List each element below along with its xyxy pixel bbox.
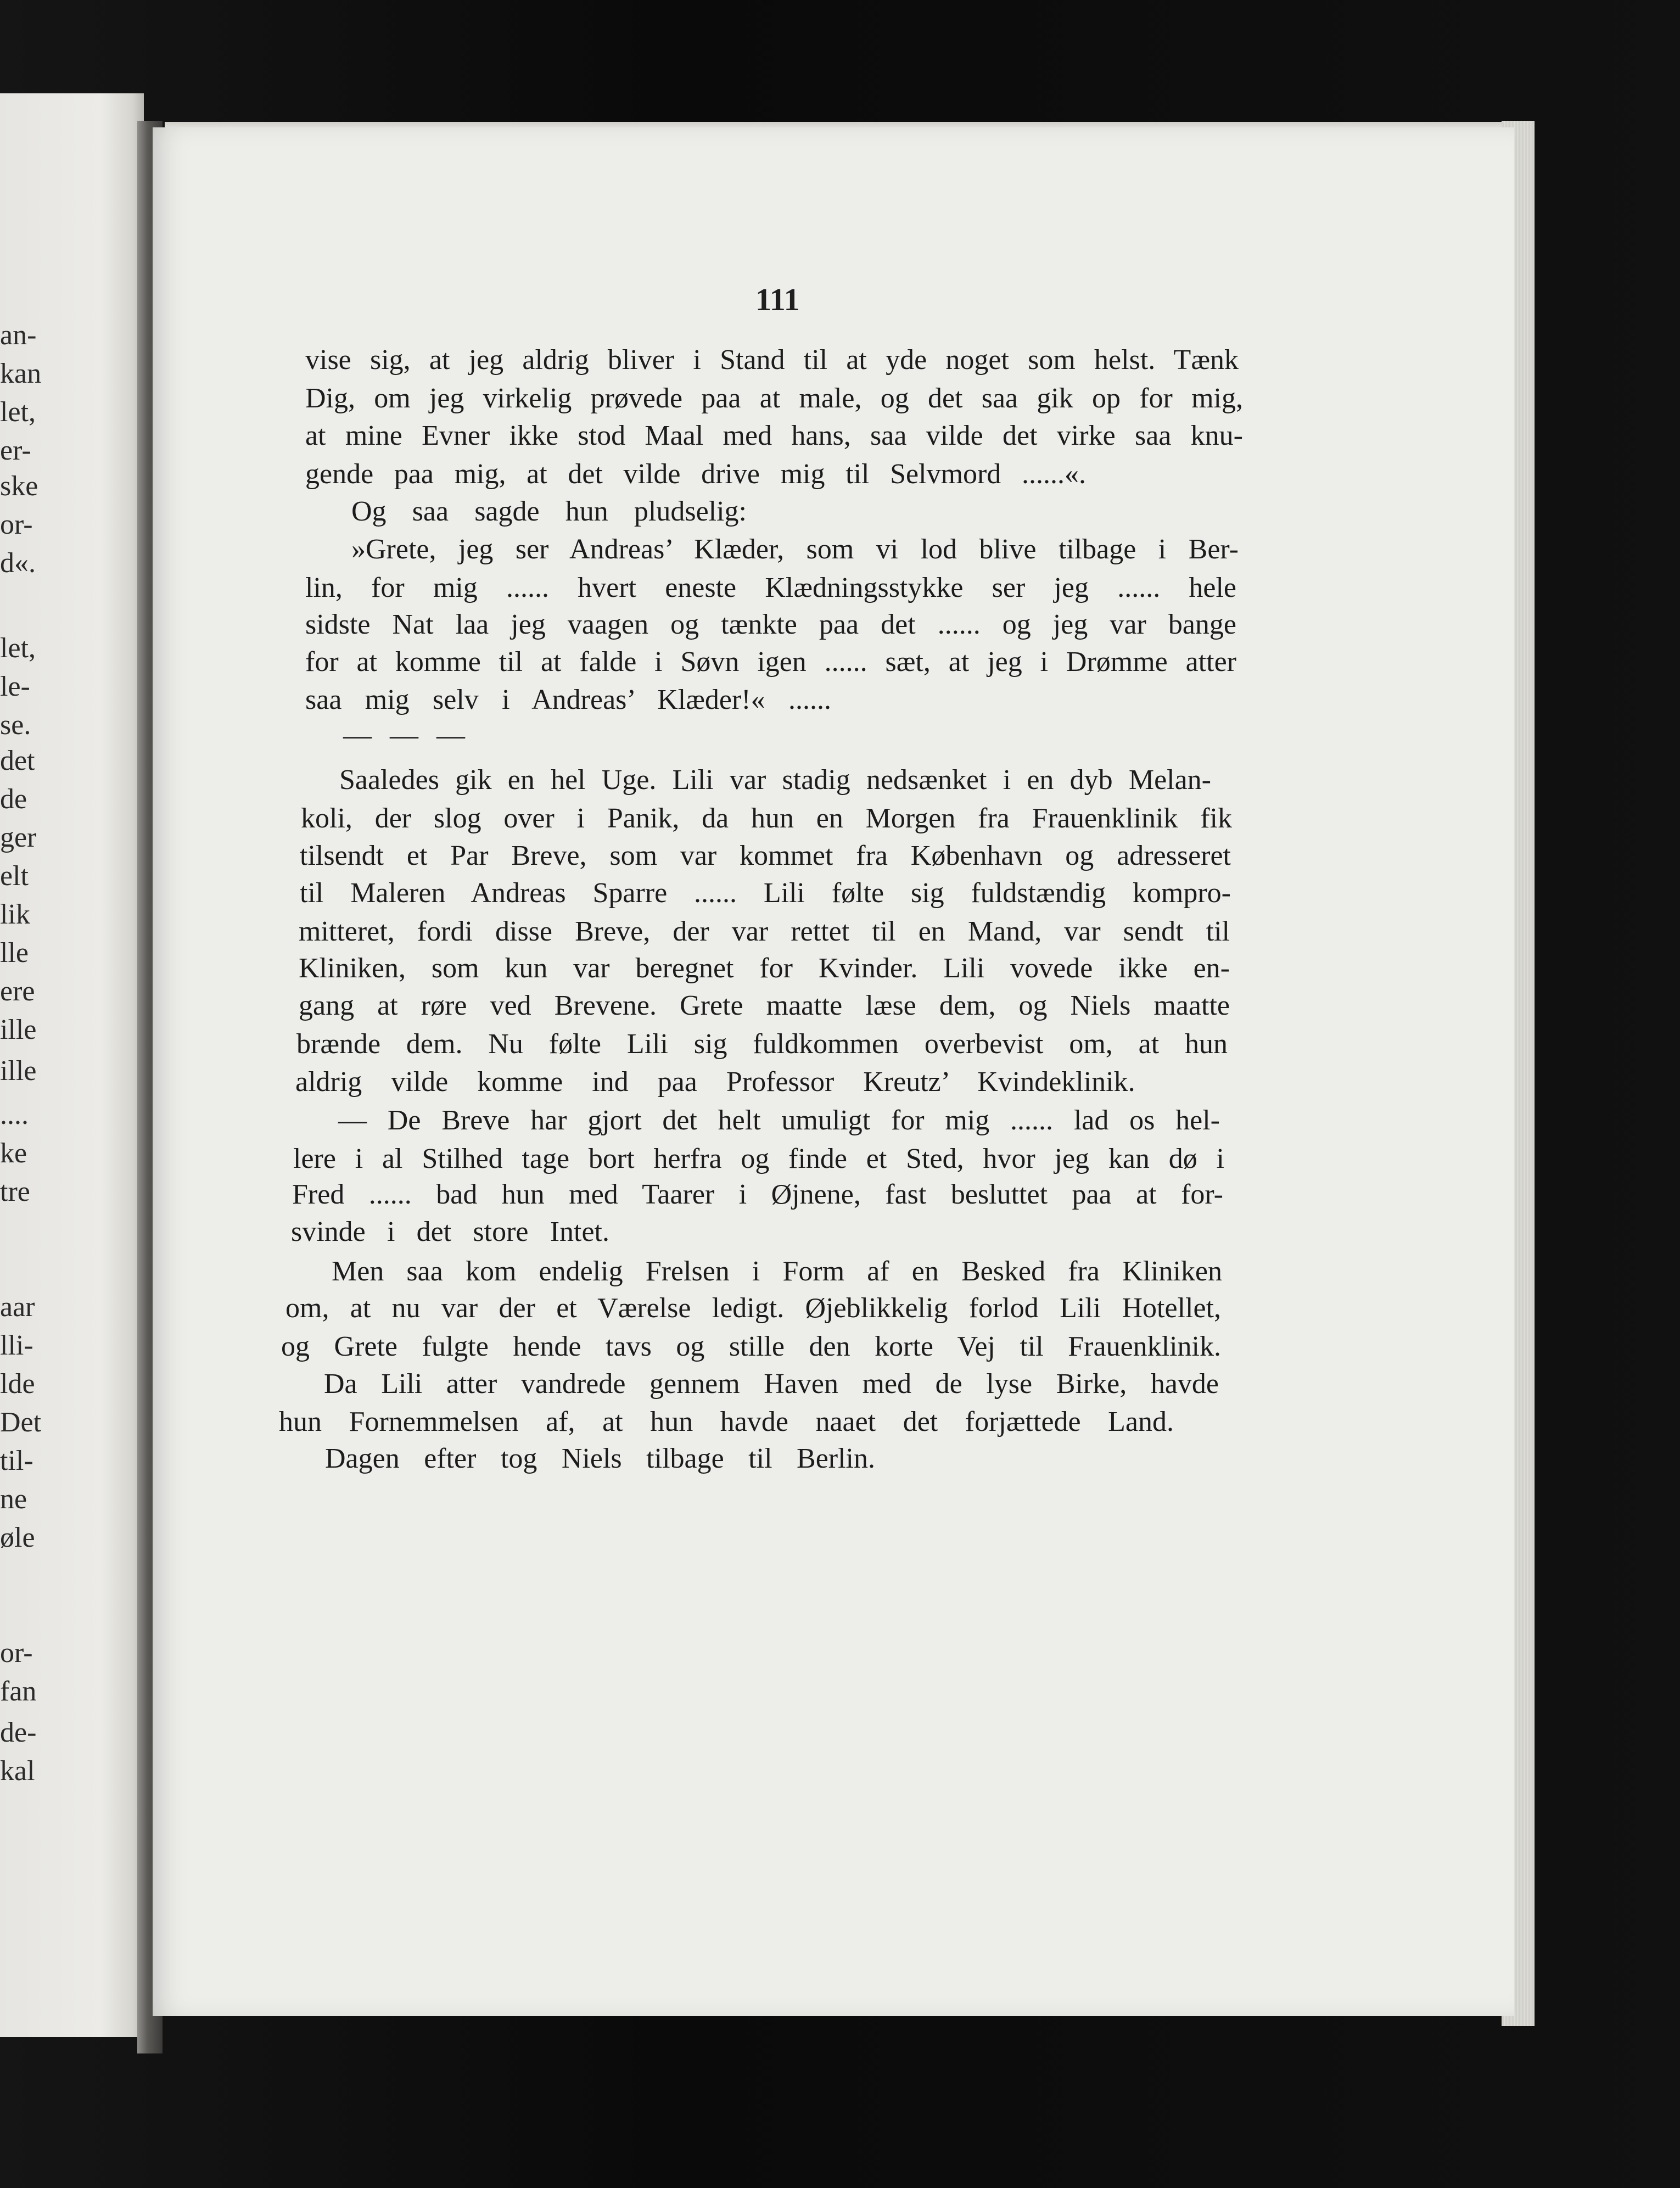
text-line: koli, der slog over i Panik, da hun en Morgen fra Frauenklinik fik xyxy=(301,803,1232,834)
text-line: saa mig selv i Andreas’ Klæder!« ...... xyxy=(305,684,831,715)
left-page-fragment: let, xyxy=(0,396,36,428)
text-line: Dagen efter tog Niels tilbage til Berlin. xyxy=(325,1443,875,1474)
text-line: aldrig vilde komme ind paa Professor Kreutz’ Kvindeklinik. xyxy=(295,1066,1135,1098)
left-page-fragment: lde xyxy=(0,1368,35,1400)
left-page-fragment: de- xyxy=(0,1717,37,1748)
text-line: brænde dem. Nu følte Lili sig fuldkommen overbevist om, at hun xyxy=(296,1028,1228,1060)
page-number: 111 xyxy=(755,282,800,317)
left-page-fragment: or- xyxy=(0,1637,33,1669)
left-page-fragment: let, xyxy=(0,633,36,664)
text-line: Saaledes gik en hel Uge. Lili var stadig nedsænket i en dyb Melan- xyxy=(339,764,1211,796)
left-page-fragment: se. xyxy=(0,709,31,741)
left-page-fragment: le- xyxy=(0,671,30,702)
left-page-fragment: det xyxy=(0,745,35,776)
text-line: sidste Nat laa jeg vaagen og tænkte paa det ...... og jeg var bange xyxy=(305,609,1236,640)
text-line: vise sig, at jeg aldrig bliver i Stand til at yde noget som helst. Tænk xyxy=(305,344,1239,376)
left-page-fragment: ke xyxy=(0,1138,27,1169)
left-page-fragment: fan xyxy=(0,1676,37,1707)
text-line: Men saa kom endelig Frelsen i Form af en Besked fra Kliniken xyxy=(332,1256,1222,1287)
text-line: at mine Evner ikke stod Maal med hans, saa vilde det virke saa knu- xyxy=(305,420,1243,451)
text-line: mitteret, fordi disse Breve, der var rettet til en Mand, var sendt til xyxy=(299,916,1230,947)
left-page-fragment: ille xyxy=(0,1055,37,1087)
text-line: lere i al Stilhed tage bort herfra og finde et Sted, hvor jeg kan dø i xyxy=(293,1143,1224,1174)
left-page-fragment: kan xyxy=(0,358,42,389)
left-page-fragment: de xyxy=(0,784,27,815)
left-page-fragment: til- xyxy=(0,1445,33,1476)
text-line: svinde i det store Intet. xyxy=(291,1216,609,1247)
left-page-fragment: ille xyxy=(0,1014,37,1045)
text-line: gende paa mig, at det vilde drive mig til Selvmord ......«. xyxy=(305,458,1086,490)
left-page-fragment: tre xyxy=(0,1176,30,1207)
text-line: Fred ...... bad hun med Taarer i Øjnene, fast besluttet paa at for- xyxy=(292,1179,1223,1210)
text-line: Kliniken, som kun var beregnet for Kvinder. Lili vovede ikke en- xyxy=(299,953,1230,984)
left-page-fragment: kal xyxy=(0,1755,35,1787)
left-page-fragment: d«. xyxy=(0,547,36,579)
text-line: til Maleren Andreas Sparre ...... Lili følte sig fuldstændig kompro- xyxy=(300,877,1231,909)
left-page-fragment: elt xyxy=(0,860,29,892)
left-page-fragment: Det xyxy=(0,1407,42,1438)
section-separator: — — — xyxy=(343,720,471,751)
text-line: — De Breve har gjort det helt umuligt for mig ...... lad os hel- xyxy=(338,1105,1220,1136)
text-line: Da Lili atter vandrede gennem Haven med de lyse Birke, havde xyxy=(324,1368,1219,1400)
text-line: Dig, om jeg virkelig prøvede paa at male, og det saa gik op for mig, xyxy=(305,383,1243,414)
left-page-fragment: er- xyxy=(0,435,31,466)
left-page-fragment: ne xyxy=(0,1484,27,1515)
text-line: hun Fornemmelsen af, at hun havde naaet det forjættede Land. xyxy=(279,1406,1174,1437)
left-page-fragment: ere xyxy=(0,976,35,1007)
left-page-fragment: lle xyxy=(0,937,29,969)
left-page-fragment: or- xyxy=(0,509,33,540)
left-page-fragment: ske xyxy=(0,471,38,502)
left-page-fragment: aar xyxy=(0,1291,35,1323)
text-line: og Grete fulgte hende tavs og stille den korte Vej til Frauenklinik. xyxy=(281,1331,1221,1362)
text-line: lin, for mig ...... hvert eneste Klædningsstykke ser jeg ...... hele xyxy=(305,572,1236,603)
left-page xyxy=(0,93,144,2037)
text-line: »Grete, jeg ser Andreas’ Klæder, som vi lod blive tilbage i Ber- xyxy=(351,534,1239,565)
text-line: Og saa sagde hun pludselig: xyxy=(351,496,747,527)
left-page-fragment: lli- xyxy=(0,1330,33,1361)
left-page-fragment: an- xyxy=(0,320,37,351)
text-line: tilsendt et Par Breve, som var kommet fra København og adresseret xyxy=(300,840,1231,871)
left-page-fragment: .... xyxy=(0,1099,29,1131)
text-line: om, at nu var der et Værelse ledigt. Øjeblikkelig forlod Lili Hotellet, xyxy=(285,1292,1221,1324)
text-line: for at komme til at falde i Søvn igen ...... sæt, at jeg i Drømme atter xyxy=(305,646,1236,678)
left-page-fragment: lik xyxy=(0,899,30,930)
left-page-fragment: øle xyxy=(0,1522,35,1553)
left-page-fragment: ger xyxy=(0,822,37,853)
text-line: gang at røre ved Brevene. Grete maatte læse dem, og Niels maatte xyxy=(299,990,1230,1021)
